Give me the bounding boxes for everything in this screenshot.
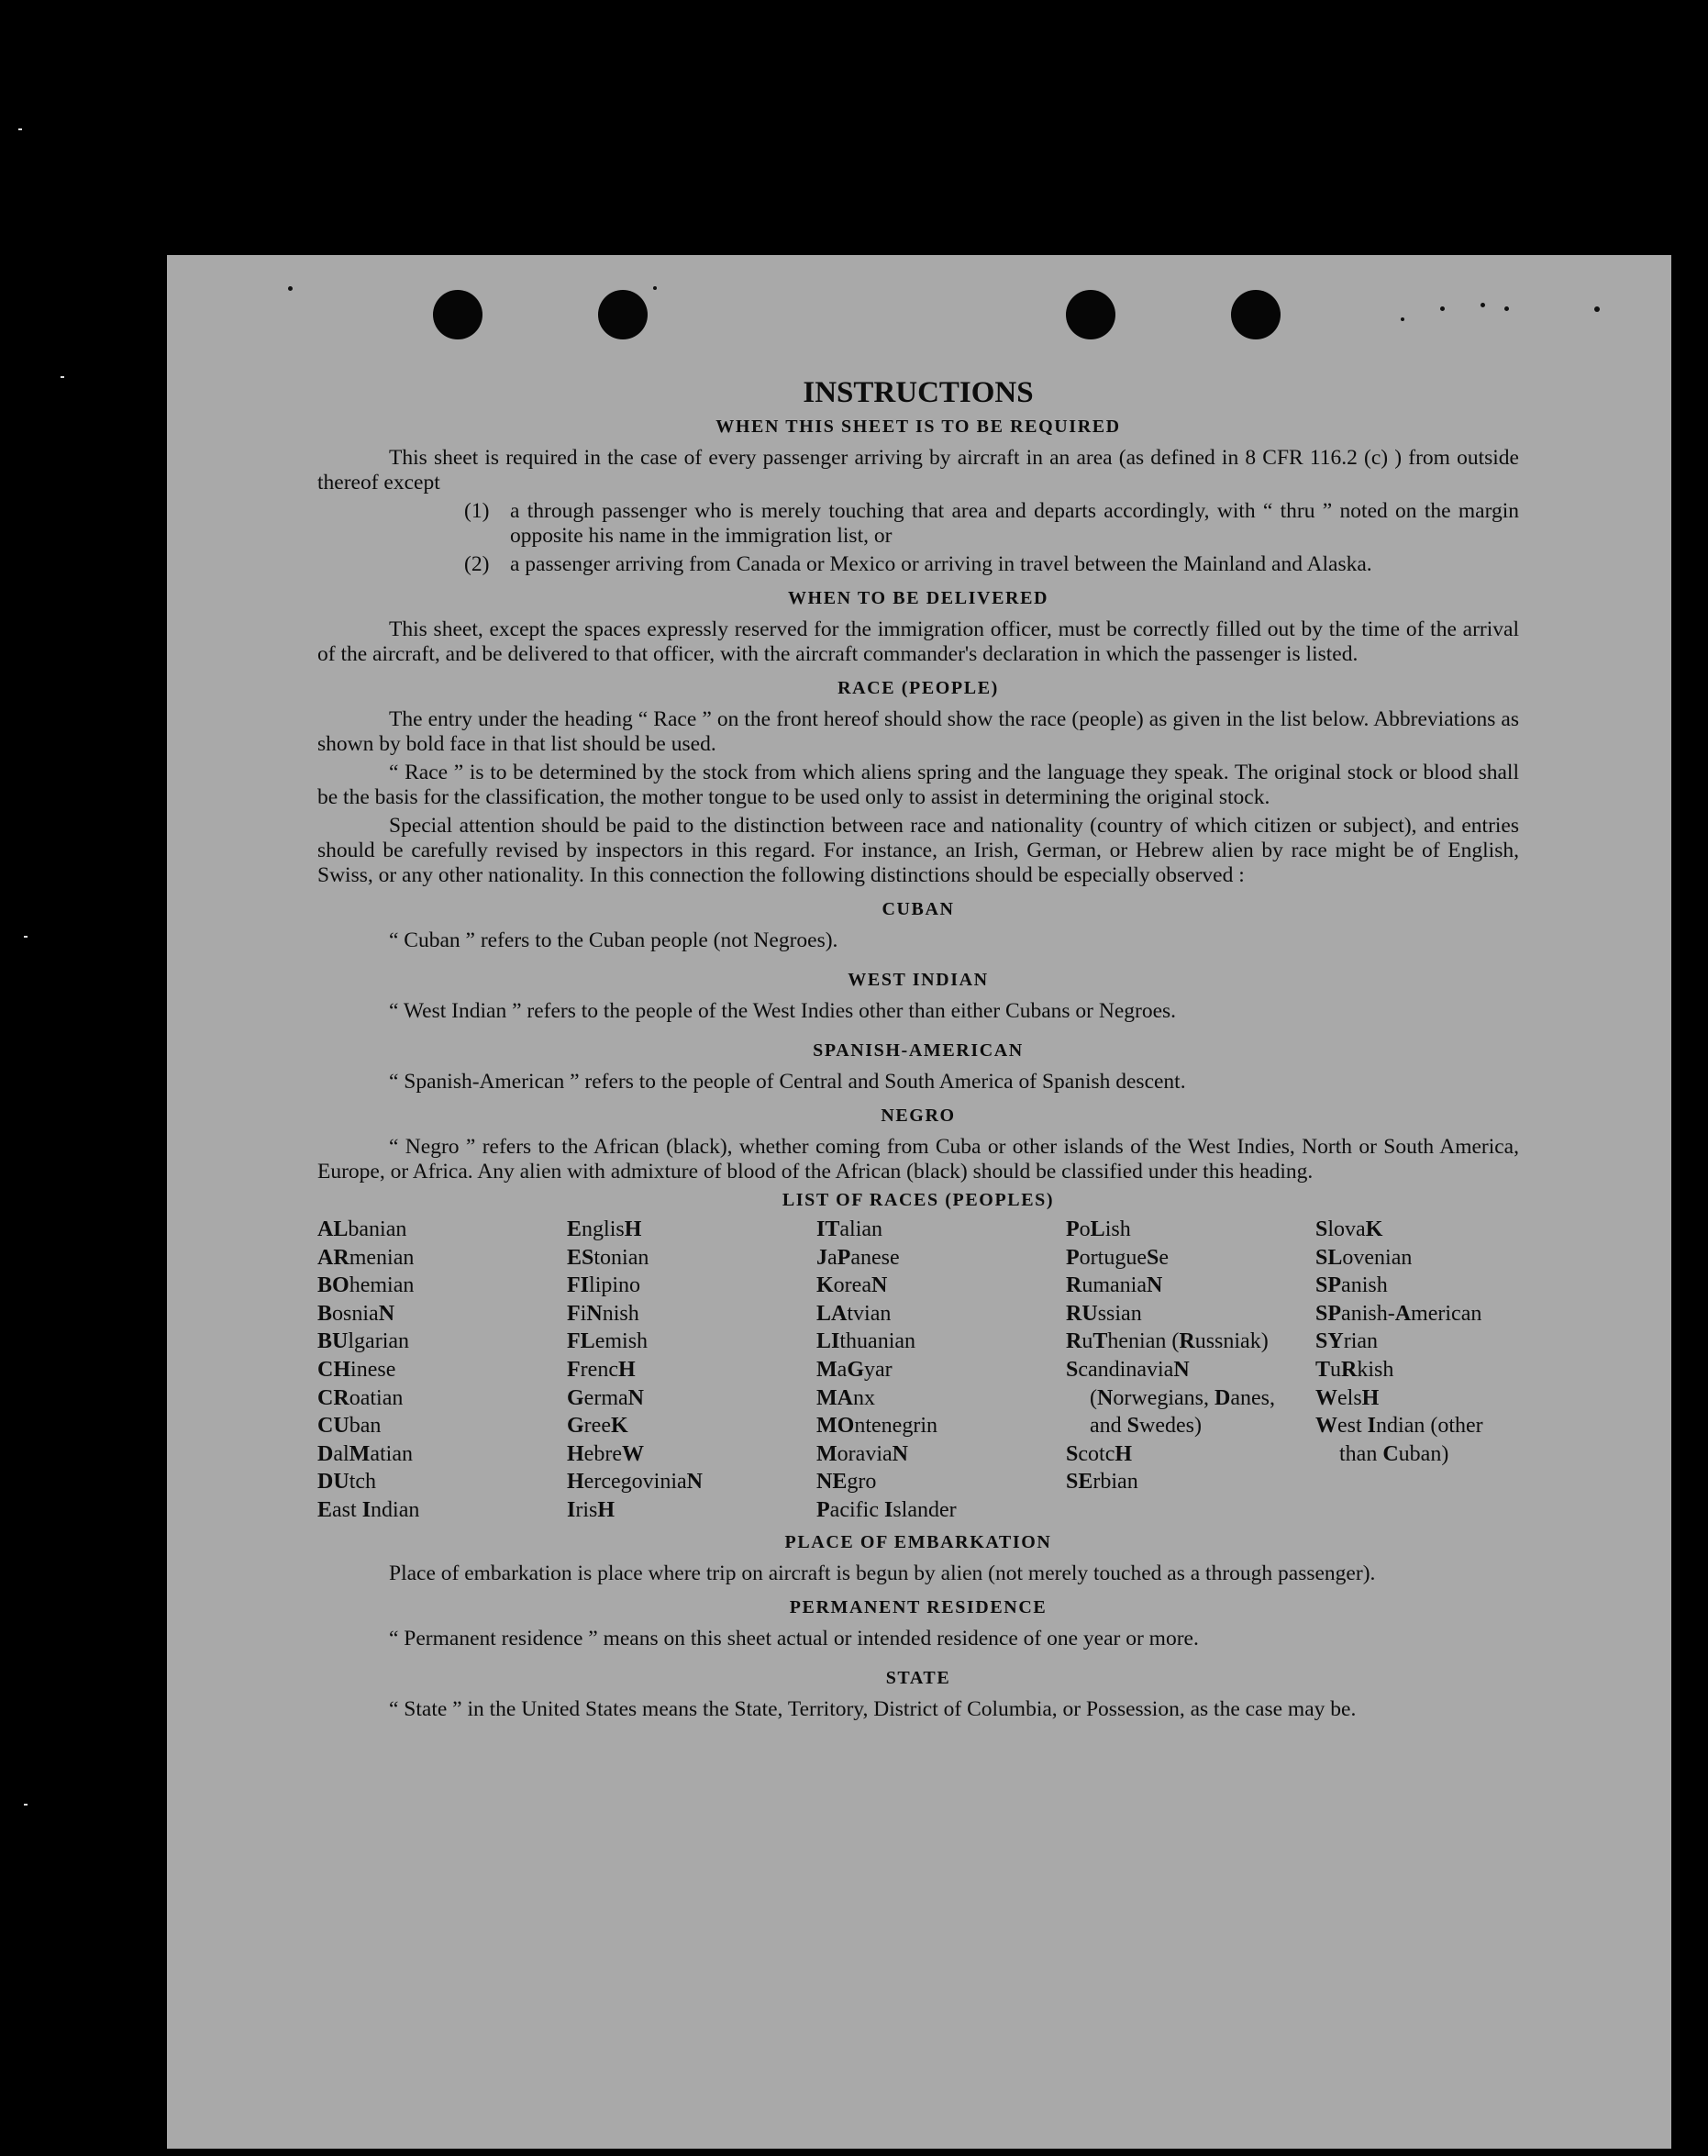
punch-hole	[433, 290, 482, 339]
race-entry: KoreaN	[816, 1273, 888, 1298]
race-entry: SPanish	[1315, 1273, 1388, 1298]
item-number: (2)	[464, 552, 490, 576]
punch-hole	[1066, 290, 1115, 339]
race-entry: MOntenegrin	[816, 1414, 937, 1439]
races-column	[567, 1216, 816, 1525]
race-entry: NEgro	[816, 1470, 877, 1495]
speck	[288, 286, 293, 291]
speck	[1594, 306, 1600, 312]
race-entry: DalMatian	[317, 1441, 413, 1466]
when-required-intro: This sheet is required in the case of every passenger arriving by aircraft in an area (as defined in 8 CFR 116.2 (c) ) from outside thereof except	[317, 446, 1519, 495]
speck	[1440, 306, 1445, 311]
race-entry: RUssian	[1066, 1301, 1142, 1326]
race-entry: RumaniaN	[1066, 1273, 1163, 1298]
race-entry: SErbian	[1066, 1470, 1138, 1495]
residence-text: “ Permanent residence ” means on this sheet actual or intended residence of one year or more.	[389, 1626, 1199, 1650]
race-entry: WelsH	[1315, 1385, 1380, 1410]
race-entry: ScandinaviaN (Norwegians, Danes, and Swedes)	[1066, 1357, 1276, 1439]
section-heading-when-delivered: WHEN TO BE DELIVERED	[787, 588, 1049, 608]
race-entry: FLemish	[567, 1329, 649, 1354]
race-entry: HebreW	[567, 1441, 644, 1466]
negro-text: “ Negro ” refers to the African (black), whether coming from Cuba or other islands of the West Indies, North or South America, Europe, or Africa. Any alien with admixture of blood of the African (black) should be classified under this heading.	[317, 1135, 1519, 1184]
race-entry: SYrian	[1315, 1329, 1379, 1354]
race-entry: EnglisH	[567, 1217, 642, 1241]
section-heading-spanish-american: SPANISH-AMERICAN	[813, 1040, 1024, 1061]
race-entry: ALbanian	[317, 1217, 407, 1241]
when-required-item	[464, 499, 1519, 549]
race-entry: BOhemian	[317, 1273, 415, 1298]
speck	[1504, 306, 1509, 311]
race-entry: ARmenian	[317, 1245, 415, 1270]
race-entry: GreeK	[567, 1414, 628, 1439]
section-heading-list-of-races: LIST OF RACES (PEOPLES)	[782, 1190, 1055, 1210]
when-required-item	[464, 552, 1519, 577]
punch-hole	[1231, 290, 1281, 339]
race-entry: FrencH	[567, 1357, 636, 1382]
section-heading-race: RACE (PEOPLE)	[837, 678, 999, 698]
race-entry: LAtvian	[816, 1301, 892, 1326]
punch-hole	[598, 290, 648, 339]
race-entry: DUtch	[317, 1470, 377, 1495]
section-heading-cuban: CUBAN	[882, 899, 955, 919]
speck	[1401, 317, 1404, 321]
races-column	[317, 1216, 567, 1525]
race-entry: East Indian	[317, 1497, 420, 1522]
embarkation-text: Place of embarkation is place where trip on aircraft is begun by alien (not merely touched as a through passenger).	[389, 1561, 1376, 1585]
race-entry: SPanish-American	[1315, 1301, 1482, 1326]
race-entry: BUlgarian	[317, 1329, 410, 1354]
race-entry: West Indian (other than Cuban)	[1315, 1414, 1483, 1466]
race-entry: PortugueSe	[1066, 1245, 1170, 1270]
west-indian-text: “ West Indian ” refers to the people of the West Indies other than either Cubans or Negroes.	[389, 999, 1177, 1023]
race-entry: SLovenian	[1315, 1245, 1413, 1270]
race-entry: ITalian	[816, 1217, 883, 1241]
race-paragraph-3: Special attention should be paid to the distinction between race and nationality (country of which citizen or subject), and entries should be carefully revised by inspectors in this regard. For instance, an Irish, German, or Hebrew alien by race might be of English, Swiss, or any other nationality. In this connection the following distinctions should be especially observed :	[317, 814, 1519, 887]
page-title: INSTRUCTIONS	[803, 376, 1034, 409]
speck	[653, 286, 657, 290]
state-text: “ State ” in the United States means the State, Territory, District of Columbia, or Possession, as the case may be.	[389, 1696, 1357, 1721]
race-entry: RuThenian (Russniak)	[1066, 1329, 1269, 1354]
race-entry: MaGyar	[816, 1357, 893, 1382]
race-entry: ScotcH	[1066, 1441, 1133, 1466]
margin-speck	[24, 1804, 28, 1806]
race-entry: MoraviaN	[816, 1441, 908, 1466]
document-page	[167, 255, 1671, 2149]
races-column	[816, 1216, 1066, 1525]
race-entry: LIthuanian	[816, 1329, 916, 1354]
section-heading-state: STATE	[885, 1667, 951, 1688]
races-column	[1315, 1216, 1519, 1525]
race-entry: HercegoviniaN	[567, 1470, 703, 1495]
margin-speck	[24, 936, 28, 938]
race-entry: EStonian	[567, 1245, 649, 1270]
race-entry: IrisH	[567, 1497, 616, 1522]
race-entry: SlovaK	[1315, 1217, 1383, 1241]
races-list	[317, 1216, 1519, 1525]
race-paragraph-1: The entry under the heading “ Race ” on the front hereof should show the race (people) as given in the list below. Abbreviations as shown by bold face in that list should be used.	[317, 707, 1519, 756]
section-heading-residence: PERMANENT RESIDENCE	[789, 1596, 1048, 1617]
item-text: a passenger arriving from Canada or Mexico or arriving in travel between the Mainland and Alaska.	[510, 552, 1372, 576]
margin-speck	[18, 128, 22, 130]
race-entry: MAnx	[816, 1385, 875, 1410]
race-paragraph-2: “ Race ” is to be determined by the stock from which aliens spring and the language they speak. The original stock or blood shall be the basis for the classification, the mother tongue to be used only to assist in determining the original stock.	[317, 761, 1519, 809]
race-entry: BosniaN	[317, 1301, 395, 1326]
race-entry: Pacific Islander	[816, 1497, 957, 1522]
margin-speck	[61, 376, 64, 378]
race-entry: PoLish	[1066, 1217, 1131, 1241]
spanish-american-text: “ Spanish-American ” refers to the people of Central and South America of Spanish descent.	[389, 1070, 1186, 1094]
item-text: a through passenger who is merely touching that area and departs accordingly, with “ thru ” noted on the margin opposite his name in the immigration list, or	[510, 499, 1519, 548]
when-delivered-text: This sheet, except the spaces expressly reserved for the immigration officer, must be correctly filled out by the time of the arrival of the aircraft, and be delivered to that officer, with the aircraft commander's declaration in which the passenger is listed.	[317, 617, 1519, 666]
race-entry: GermaN	[567, 1385, 644, 1410]
race-entry: CHinese	[317, 1357, 396, 1382]
races-column	[1066, 1216, 1315, 1525]
section-heading-when-required: WHEN THIS SHEET IS TO BE REQUIRED	[715, 417, 1121, 437]
race-entry: CRoatian	[317, 1385, 404, 1410]
section-heading-embarkation: PLACE OF EMBARKATION	[784, 1531, 1052, 1552]
race-entry: CUban	[317, 1414, 382, 1439]
race-entry: JaPanese	[816, 1245, 900, 1270]
item-number: (1)	[464, 499, 490, 523]
race-entry: TuRkish	[1315, 1357, 1394, 1382]
speck	[1481, 303, 1485, 307]
section-heading-negro: NEGRO	[881, 1106, 956, 1126]
instructions-content	[317, 374, 1519, 1722]
race-entry: FIlipino	[567, 1273, 641, 1298]
section-heading-west-indian: WEST INDIAN	[848, 970, 989, 990]
cuban-text: “ Cuban ” refers to the Cuban people (not Negroes).	[389, 928, 838, 952]
race-entry: FiNnish	[567, 1301, 639, 1326]
